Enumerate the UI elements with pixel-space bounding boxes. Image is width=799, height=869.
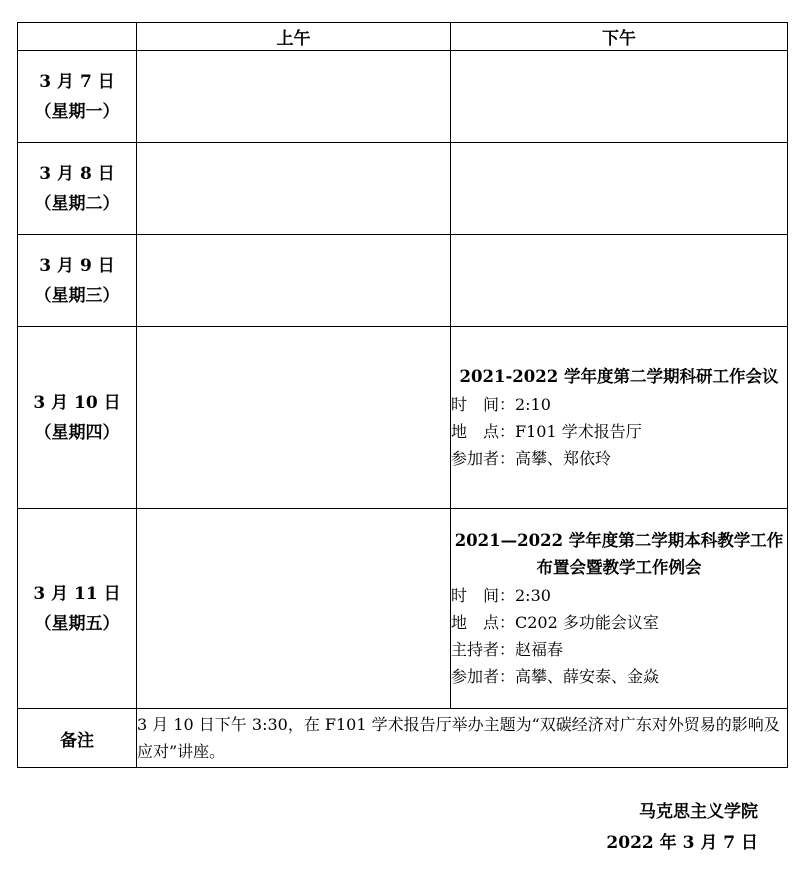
date-label: 3 月 11 日: [33, 583, 121, 604]
table-row: [18, 235, 788, 327]
event-attendees: 参加者：高攀、薛安泰、金焱: [451, 667, 660, 686]
weekday-label: （星期四）: [34, 422, 120, 443]
event-title: 2021—2022 学年度第二学期本科教学工作布置会暨教学工作例会: [454, 531, 784, 577]
date-label: 3 月 7 日: [39, 71, 115, 92]
date-label: 3 月 8 日: [39, 163, 115, 184]
pm-event-cell: [451, 327, 788, 509]
table-row: [18, 51, 788, 143]
note-text: 3 月 10 日下午 3:30，在 F101 学术报告厅举办主题为“双碳经济对广东对外贸易的影响及应对”讲座。: [137, 709, 788, 768]
pm-event-cell: [451, 509, 788, 709]
header-row: [18, 23, 788, 51]
header-am: 上午: [137, 23, 451, 51]
am-cell: [137, 143, 451, 235]
event-place: 地 点：F101 学术报告厅: [451, 422, 642, 441]
pm-cell: [451, 143, 788, 235]
am-cell: [137, 327, 451, 509]
table-row: [18, 509, 788, 709]
weekday-label: （星期二）: [34, 193, 120, 214]
am-cell: [137, 51, 451, 143]
weekly-schedule-table: [17, 22, 788, 768]
issuer-name: 马克思主义学院: [639, 802, 758, 822]
table-row: [18, 143, 788, 235]
am-cell: [137, 235, 451, 327]
event-time: 时 间：2:10: [451, 395, 551, 414]
note-row: [18, 709, 788, 768]
header-corner-cell: [18, 23, 137, 51]
weekday-label: （星期三）: [34, 285, 120, 306]
event-attendees: 参加者：高攀、郑依玲: [451, 449, 612, 468]
pm-cell: [451, 235, 788, 327]
date-cell: [18, 235, 137, 327]
am-cell: [137, 509, 451, 709]
event-place: 地 点：C202 多功能会议室: [451, 613, 659, 632]
date-cell: [18, 51, 137, 143]
event-host: 主持者：赵福春: [451, 640, 564, 659]
weekday-label: （星期五）: [34, 613, 120, 634]
event-title: 2021-2022 学年度第二学期科研工作会议: [459, 367, 779, 386]
date-cell: [18, 509, 137, 709]
weekday-label: （星期一）: [34, 101, 120, 122]
event-time: 时 间：2:30: [451, 586, 551, 605]
date-cell: [18, 143, 137, 235]
date-label: 3 月 9 日: [39, 255, 115, 276]
issue-date: 2022 年 3 月 7 日: [606, 833, 758, 853]
pm-cell: [451, 51, 788, 143]
date-cell: [18, 327, 137, 509]
header-pm: 下午: [451, 23, 788, 51]
table-row: [18, 327, 788, 509]
note-label: 备注: [18, 709, 137, 768]
date-label: 3 月 10 日: [33, 392, 121, 413]
